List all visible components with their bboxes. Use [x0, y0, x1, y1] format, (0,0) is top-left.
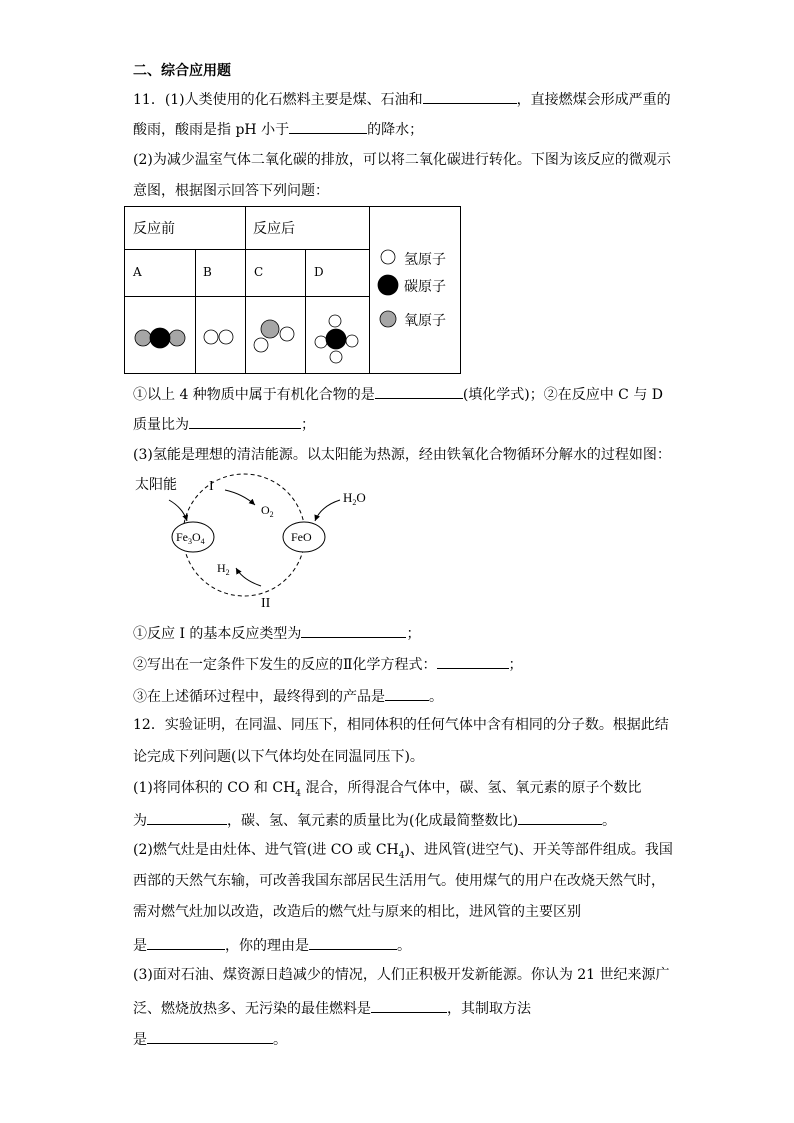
q12-line4	[133, 810, 616, 830]
q11-line8-text: ①反应 I 的基本反应类型为	[133, 626, 302, 642]
q11-line5	[133, 384, 663, 404]
answer-blank[interactable]	[423, 89, 517, 104]
answer-blank[interactable]	[147, 935, 225, 950]
q12-line9: (3)面对石油、煤资源日趋减少的情况，人们正积极开发新能源。你认为 21 世纪来源广	[133, 967, 670, 983]
q12-line3	[133, 779, 641, 797]
iron-oxide-cycle-diagram	[125, 468, 385, 616]
answer-blank[interactable]	[147, 1029, 273, 1044]
q12-line10	[133, 998, 531, 1018]
q11-line3: (2)为减少温室气体二氧化碳的排放，可以将二氧化碳进行转化。下图为该反应的微观示	[133, 152, 671, 168]
q12-line4-tail: 。	[601, 813, 616, 829]
q12-line5	[133, 841, 673, 859]
header-before: 反应前	[133, 221, 175, 237]
q11-line8	[133, 623, 420, 643]
q11-line2-text: 酸雨，酸雨是指 pH 小于	[133, 122, 290, 138]
answer-blank[interactable]	[375, 384, 463, 399]
subscript: 4	[398, 850, 405, 861]
q12-line5-tail: )、进风管(进空气)、开关等部件组成。我国	[404, 842, 673, 858]
label-c: C	[254, 265, 264, 279]
q11-line10-text: ③在上述循环过程中，最终得到的产品是	[133, 689, 385, 705]
q11-line10	[133, 686, 443, 706]
molecule-b-h2	[204, 330, 233, 344]
molecule-c-h2o	[254, 320, 294, 352]
q11-line9-tail: ；	[508, 657, 523, 673]
answer-blank[interactable]	[385, 686, 429, 701]
q11-line4: 意图，根据图示回答下列问题：	[133, 183, 329, 199]
h2-arrow	[236, 568, 261, 586]
q11-line2-tail: 的降水；	[367, 122, 424, 138]
label-a: A	[133, 265, 142, 279]
answer-blank[interactable]	[518, 810, 602, 825]
q12-line11	[133, 1029, 287, 1049]
answer-blank[interactable]	[309, 935, 397, 950]
subscript: 4	[295, 788, 302, 799]
label-d: D	[314, 265, 324, 279]
q11-line2	[133, 119, 423, 139]
section-title: 二、综合应用题	[133, 63, 231, 79]
o2-label: $O_2$	[261, 503, 274, 519]
q11-line10-tail: 。	[429, 689, 443, 705]
q11-line1-text: 11．(1)人类使用的化石燃料主要是煤、石油和	[133, 92, 423, 108]
q11-line5-tail: (填化学式)；②在反应中 C 与 D	[462, 387, 664, 403]
q11-line5-text: ①以上 4 种物质中属于有机化合物的是	[133, 387, 375, 403]
oxygen-atom-icon	[380, 311, 396, 327]
answer-blank[interactable]	[437, 654, 509, 669]
answer-blank[interactable]	[147, 810, 227, 825]
legend-carbon: 碳原子	[404, 279, 446, 295]
q11-line6-tail: ；	[301, 417, 315, 433]
feo-label: FeO	[291, 530, 312, 544]
h2-label: $H_2$	[217, 561, 230, 577]
q12-line2: 论完成下列问题(以下气体均处在同温同压下)。	[133, 749, 424, 765]
q12-line10-tail: ，其制取方法	[447, 1001, 531, 1017]
reaction-table	[124, 206, 461, 374]
q11-line6-text: 质量比为	[133, 417, 189, 433]
q11-line1-tail: ，直接燃煤会形成严重的	[516, 92, 671, 108]
legend-hydrogen: 氢原子	[404, 252, 446, 268]
q12-line4-mid: ，碳、氢、氧元素的质量比为(化成最简整数比)	[227, 813, 518, 829]
q11-line1	[133, 89, 671, 109]
reaction-ii-label: II	[261, 596, 271, 611]
fe3o4-label: $Fe_3O_4$	[176, 530, 205, 546]
q12-line4-text: 为	[133, 813, 147, 829]
solar-energy-label: 太阳能	[135, 478, 177, 493]
q12-line6: 西部的天然气东输，可改善我国东部居民生活用气。使用煤气的用户在改烧天然气时，	[133, 873, 665, 889]
answer-blank[interactable]	[189, 414, 301, 429]
solar-arrow	[169, 500, 187, 521]
reaction-i-label: I	[209, 479, 214, 494]
q11-line9-text: ②写出在一定条件下发生的反应的Ⅱ化学方程式：	[133, 657, 437, 673]
answer-blank[interactable]	[301, 623, 406, 638]
q12-line11-text: 是	[133, 1032, 147, 1048]
h2o-label: $H_2O$	[343, 490, 366, 507]
molecules-svg	[125, 297, 369, 374]
answer-blank[interactable]	[371, 998, 447, 1013]
q12-line8-tail: 。	[397, 938, 411, 954]
label-b: B	[203, 265, 212, 279]
q12-line1: 12．实验证明，在同温、同压下，相同体积的任何气体中含有相同的分子数。根据此结	[133, 717, 669, 733]
q12-line3-text: (1)将同体积的 CO 和 CH	[133, 780, 296, 796]
q11-line8-tail: ；	[406, 626, 421, 642]
o2-arrow	[225, 490, 255, 505]
h2o-arrow	[315, 500, 340, 521]
q12-line8	[133, 935, 411, 955]
q12-line7: 需对燃气灶加以改造，改造后的燃气灶与原来的相比，进风管的主要区别	[133, 904, 581, 920]
carbon-atom-icon	[378, 275, 398, 295]
table-divider	[125, 249, 369, 250]
header-after: 反应后	[253, 221, 295, 237]
q12-line3-tail: 混合，所得混合气体中，碳、氢、氧元素的原子个数比	[301, 780, 642, 796]
q11-line6	[133, 414, 315, 434]
hydrogen-atom-icon	[381, 250, 395, 264]
q12-line11-tail: 。	[273, 1032, 287, 1048]
answer-blank[interactable]	[289, 119, 367, 134]
molecule-d-ch4	[315, 315, 358, 363]
legend-oxygen: 氧原子	[404, 313, 446, 329]
q11-line7: (3)氢能是理想的清洁能源。以太阳能为热源，经由铁氧化合物循环分解水的过程如图：	[133, 447, 671, 463]
q11-line9	[133, 654, 523, 674]
molecule-a-co2	[135, 328, 185, 348]
q12-line8-text: 是	[133, 938, 147, 954]
q12-line5-text: (2)燃气灶是由灶体、进气管(进 CO 或 CH	[133, 842, 399, 858]
q12-line10-text: 泛、燃烧放热多、无污染的最佳燃料是	[133, 1001, 371, 1017]
q12-line8-mid: ，你的理由是	[225, 938, 309, 954]
